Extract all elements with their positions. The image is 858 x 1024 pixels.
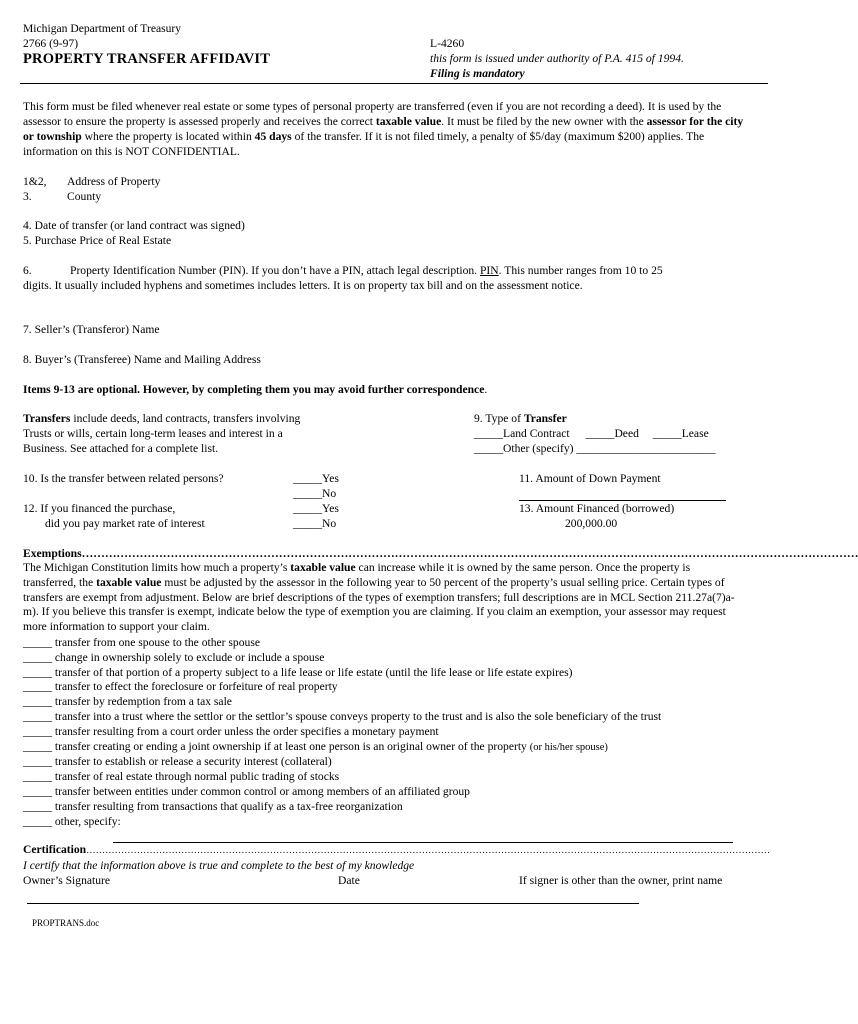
authority-note: this form is issued under authority of P.A. 415 of 1994. — [430, 52, 684, 65]
transfers-line-1 — [23, 412, 300, 425]
intro-text-4: of the transfer. If it is not filed timely, a penalty of $5/day (maximum $200) applies. The information on this is NOT CONFIDENTIAL. — [23, 130, 705, 158]
signer-other-label: If signer is other than the owner, print name — [519, 874, 723, 887]
exemptions-heading: Exemptions — [23, 547, 82, 560]
q12-yes-blank[interactable]: _____ — [293, 502, 322, 515]
deed-blank[interactable]: _____ — [585, 427, 615, 440]
q10-no-label: No — [321, 487, 337, 500]
q12-yes[interactable] — [293, 502, 339, 515]
q11-answer-line[interactable] — [519, 500, 726, 501]
exemptions-paragraph — [23, 561, 745, 635]
deed-label: Deed — [614, 427, 639, 440]
exemption-item[interactable]: _____ transfer of real estate through normal public trading of stocks — [23, 770, 340, 784]
lease-label: Lease — [681, 427, 709, 440]
filing-mandatory: Filing is mandatory — [430, 67, 525, 80]
q10-no[interactable] — [293, 487, 336, 500]
exemptions-dots: ………………………………………………………………………………………………………………………………………………………………………………… — [81, 547, 858, 560]
optional-note-text: Items 9-13 are optional. However, by completing them you may avoid further correspondence — [23, 383, 485, 396]
exemptions-text-3: must be adjusted by the assessor in the following year to 50 percent of the property’s usual selling price. Certain types of transfers are exempt from adjustment. Below are brief descriptions of the types of exemption transfers; full descriptions are in MCL Section 211.27a(7)a-m). If you believe this transfer is exempt, indicate below the type of exemption you are claiming. If you claim an exemption, your assessor may request more information to support your claim. — [23, 575, 735, 634]
other-blank[interactable]: _____ — [474, 442, 503, 455]
item-6-pin: PIN — [479, 264, 499, 277]
exemption-joint-text: _____ transfer creating or ending a joint ownership if at least one person is an original owner of the property — [23, 739, 527, 753]
exemption-list — [23, 636, 661, 829]
q12-yes-label: Yes — [321, 502, 339, 515]
exemption-item[interactable]: _____ change in ownership solely to exclude or include a spouse — [23, 650, 325, 664]
date-label: Date — [338, 874, 360, 887]
signature-line[interactable] — [27, 903, 639, 904]
intro-bold-1: taxable value — [375, 115, 442, 128]
item-4-label: 4. Date of transfer (or land contract was signed) — [23, 219, 245, 232]
q9-label — [474, 412, 567, 425]
intro-paragraph — [23, 99, 745, 159]
exemption-item[interactable]: _____ transfer to effect the foreclosure or forfeiture of real property — [23, 680, 338, 694]
item-7-label: 7. Seller’s (Transferor) Name — [23, 323, 160, 336]
exemption-item[interactable]: _____ transfer resulting from a court order unless the order specifies a monetary payment — [23, 724, 439, 738]
item-8-label: 8. Buyer’s (Transferee) Name and Mailing Address — [23, 353, 261, 366]
exemption-spouse-note: (or his/her spouse) — [529, 741, 608, 753]
other-specify[interactable]: Other (specify) ________________________ — [502, 442, 716, 455]
transfers-line-2: Trusts or wills, certain long-term leases and interest in a — [23, 427, 283, 440]
item-12-number: 1&2, — [23, 175, 47, 188]
exemption-item[interactable]: _____ transfer resulting from transactions that qualify as a tax-free reorganization — [23, 799, 403, 813]
exemptions-text-1: The Michigan Constitution limits how much a property’s — [23, 561, 291, 574]
exemptions-bold-2: taxable value — [96, 575, 162, 589]
q12-no-blank[interactable]: _____ — [293, 517, 322, 530]
q11-label: 11. Amount of Down Payment — [519, 472, 661, 485]
exemptions-heading-row — [23, 547, 858, 560]
lease-blank[interactable]: _____ — [652, 427, 682, 440]
owner-signature-label: Owner’s Signature — [23, 874, 111, 887]
q9-bold: Transfer — [523, 412, 567, 425]
q9-text: 9. Type of — [474, 412, 524, 425]
exemption-item[interactable]: _____ transfer into a trust where the settlor or the settlor’s spouse conveys property to the trust and is also the sole beneficiary of the trust — [23, 709, 662, 723]
exemption-item[interactable]: _____ transfer by redemption from a tax sale — [23, 695, 232, 709]
q10-label: 10. Is the transfer between related persons? — [23, 472, 224, 485]
q10-no-blank[interactable]: _____ — [293, 487, 322, 500]
header-rule — [20, 83, 768, 84]
intro-bold-3: 45 days — [254, 130, 292, 143]
q10-yes[interactable] — [293, 472, 339, 485]
q12-no[interactable] — [293, 517, 336, 530]
q13-label: 13. Amount Financed (borrowed) — [519, 502, 675, 515]
q10-yes-blank[interactable]: _____ — [293, 472, 322, 485]
footer-filename: PROPTRANS.doc — [32, 918, 100, 928]
q9-options-row-1 — [474, 427, 709, 440]
item-6-text-c: digits. It usually included hyphens and sometimes includes letters. It is on property tax bill and on the assessment notice. — [23, 279, 583, 292]
exemption-item[interactable]: _____ transfer of that portion of a property subject to a life lease or life estate (until the life lease or life estate expires) — [23, 665, 573, 679]
q12-label-b: did you pay market rate of interest — [45, 517, 205, 530]
item-12-label: Address of Property — [67, 175, 161, 188]
item-3-number: 3. — [23, 190, 32, 203]
land-contract-label: Land Contract — [502, 427, 570, 440]
q13-value[interactable]: 200,000.00 — [565, 517, 618, 530]
transfers-bold: Transfers — [23, 412, 71, 425]
exemption-item[interactable]: _____ transfer from one spouse to the other spouse — [23, 636, 260, 649]
intro-text-2: . It must be filed by the new owner with the — [441, 115, 647, 128]
optional-note: Items 9-13 are optional. However, by completing them you may avoid further correspondence. — [23, 383, 488, 396]
item-3-label: County — [67, 190, 102, 203]
certification-heading: Certification — [23, 843, 87, 856]
certification-dots: ……………………………………………………………………………………………………………………………………………………………………………………………… — [86, 846, 771, 856]
intro-text-1: This form must be filed whenever real estate or some types of personal property are transferred (even if you are not recording a deed). It is used by the assessor to ensure the property is assessed properly and receives the correct — [23, 100, 722, 128]
item-6-label — [70, 264, 663, 277]
q9-options-row-2 — [474, 442, 716, 455]
exemption-item[interactable]: _____ transfer to establish or release a security interest (collateral) — [23, 755, 332, 769]
exemptions-bold-1: taxable value — [290, 561, 356, 574]
form-title: PROPERTY TRANSFER AFFIDAVIT — [23, 51, 271, 67]
intro-text-3: where the property is located within — [81, 130, 255, 143]
exemption-item[interactable]: _____ other, specify: — [23, 814, 121, 828]
exemptions-text-2: can increase while it is owned by the same person. Once the property is transferred, the — [23, 561, 691, 589]
certification-heading-row — [23, 843, 770, 856]
item-5-label: 5. Purchase Price of Real Estate — [23, 234, 172, 247]
land-contract-blank[interactable]: _____ — [474, 427, 503, 440]
dept-name: Michigan Department of Treasury — [23, 22, 182, 35]
form-number: 2766 (9-97) — [23, 37, 79, 50]
item-6-text-a: Property Identification Number (PIN). If you don’t have a PIN, attach legal description. — [70, 264, 480, 277]
certification-statement: I certify that the information above is true and complete to the best of my knowledge — [23, 859, 415, 872]
q12-label-a: 12. If you financed the purchase, — [23, 502, 176, 515]
exemption-item-joint[interactable] — [23, 740, 661, 756]
form-code: L-4260 — [430, 37, 465, 50]
item-6-number: 6. — [23, 264, 32, 277]
transfers-line-3: Business. See attached for a complete list. — [23, 442, 219, 455]
exemption-item[interactable]: _____ transfer between entities under common control or among members of an affiliated group — [23, 784, 470, 798]
intro-bold-2: assessor for the city or township — [23, 115, 744, 143]
q10-yes-label: Yes — [321, 472, 339, 485]
item-6-text-b: . This number ranges from 10 to 25 — [498, 264, 663, 277]
transfers-text-1: include deeds, land contracts, transfers involving — [70, 412, 301, 425]
q12-no-label: No — [321, 517, 337, 530]
